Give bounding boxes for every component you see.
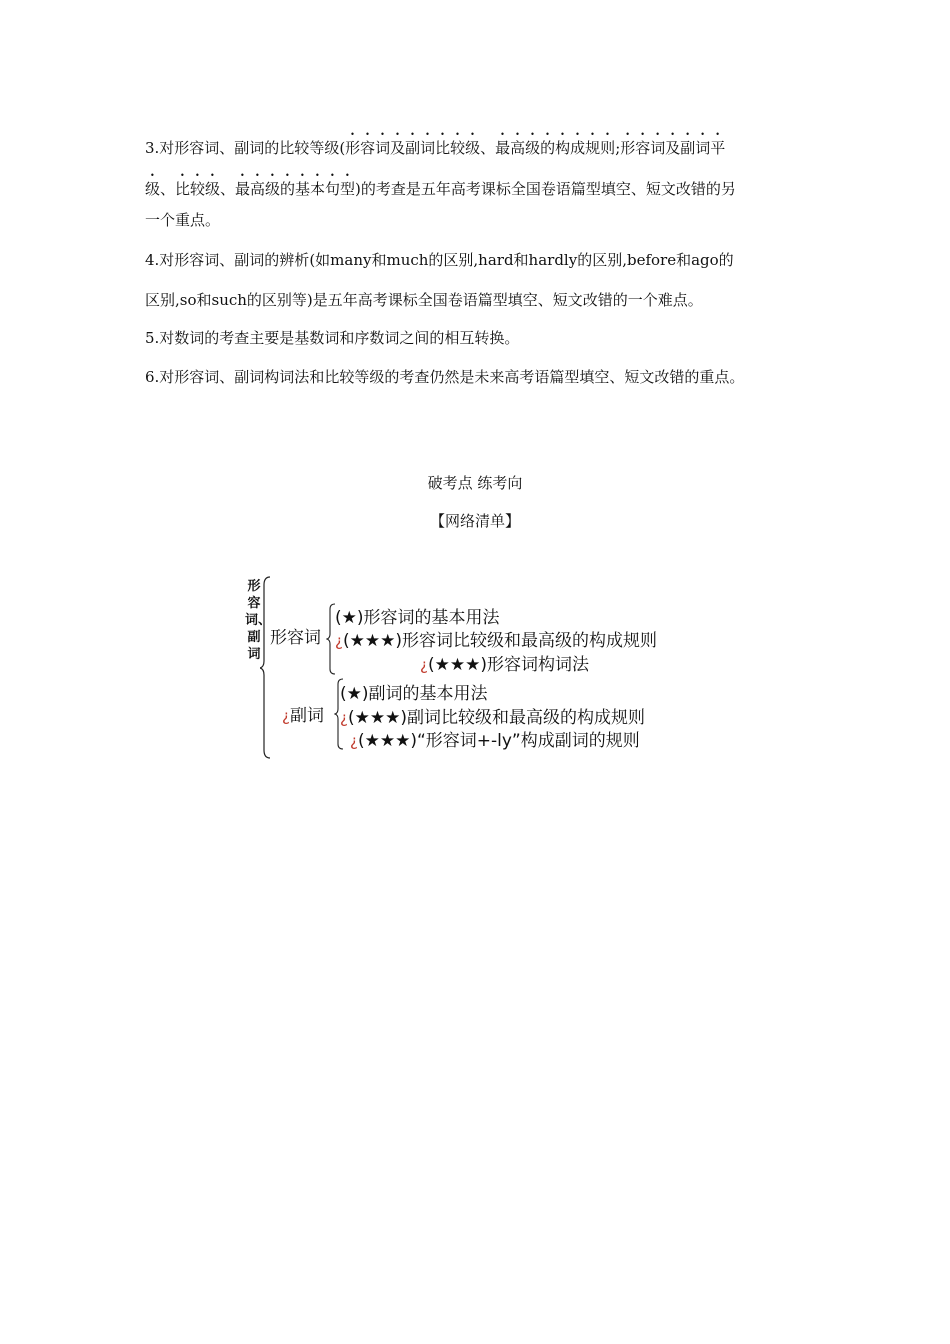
item-text: (★)形容词的基本用法 xyxy=(335,608,500,628)
paragraph-4-line-2: 区别,so和such的区别等)是五年高考课标全国卷语篇型填空、短文改错的一个难点。 xyxy=(145,291,703,309)
paragraph-3-line-3: 一个重点。 xyxy=(145,211,221,229)
section-title: 破考点 练考向 xyxy=(427,474,523,492)
branch-adjective xyxy=(270,623,321,648)
emphasized-text: 级、比较级、最高级的基本句型 xyxy=(145,180,356,198)
item-text: (★★★)副词比较级和最高级的构成规则 xyxy=(347,708,645,728)
branch-label: 形容词 xyxy=(270,628,321,648)
emphasized-text: 形容词及副词比较级、最高级的构成规则 xyxy=(345,139,616,157)
branch-adverb xyxy=(282,701,324,726)
paragraph-6: 6.对形容词、副词构词法和比较等级的考查仍然是未来高考语篇型填空、短文改错的重点。 xyxy=(145,368,745,386)
marker: ¿ xyxy=(420,656,428,674)
text: 3.对形容词、副词的比较等级( xyxy=(145,139,346,157)
adverb-item-1 xyxy=(340,679,488,704)
mind-map xyxy=(240,575,720,765)
adjective-item-3 xyxy=(420,650,589,675)
marker: ¿ xyxy=(350,732,358,750)
adverb-item-2 xyxy=(340,703,645,728)
item-text: (★★★)形容词构词法 xyxy=(427,655,589,675)
marker: ¿ xyxy=(335,632,343,650)
marker: ¿ xyxy=(340,709,348,727)
adjective-item-1 xyxy=(335,603,500,628)
paragraph-3-line-2 xyxy=(145,171,815,199)
paragraph-3-line-1 xyxy=(145,130,815,158)
adjective-item-2 xyxy=(335,626,657,651)
item-text: (★★★)“形容词+-ly”构成副词的规则 xyxy=(357,731,640,751)
item-text: (★★★)形容词比较级和最高级的构成规则 xyxy=(342,631,657,651)
emphasized-text: 形容词及副词平 xyxy=(620,139,726,157)
paragraph-4-line-1: 4.对形容词、副词的辨析(如many和much的区别,hard和hardly的区别,before和ago的 xyxy=(145,251,734,269)
item-text: (★)副词的基本用法 xyxy=(340,684,488,704)
text: )的考查是五年高考课标全国卷语篇型填空、短文改错的另 xyxy=(355,180,736,198)
root-brace xyxy=(260,575,272,760)
paragraph-5: 5.对数词的考查主要是基数词和序数词之间的相互转换。 xyxy=(145,329,520,347)
text: ; xyxy=(615,139,621,157)
root-text: 形容词、副词 xyxy=(245,579,272,662)
section-subtitle: 【网络清单】 xyxy=(429,512,520,530)
branch-label: 副词 xyxy=(289,706,324,726)
marker: ¿ xyxy=(282,707,290,725)
adverb-item-3 xyxy=(350,726,640,751)
